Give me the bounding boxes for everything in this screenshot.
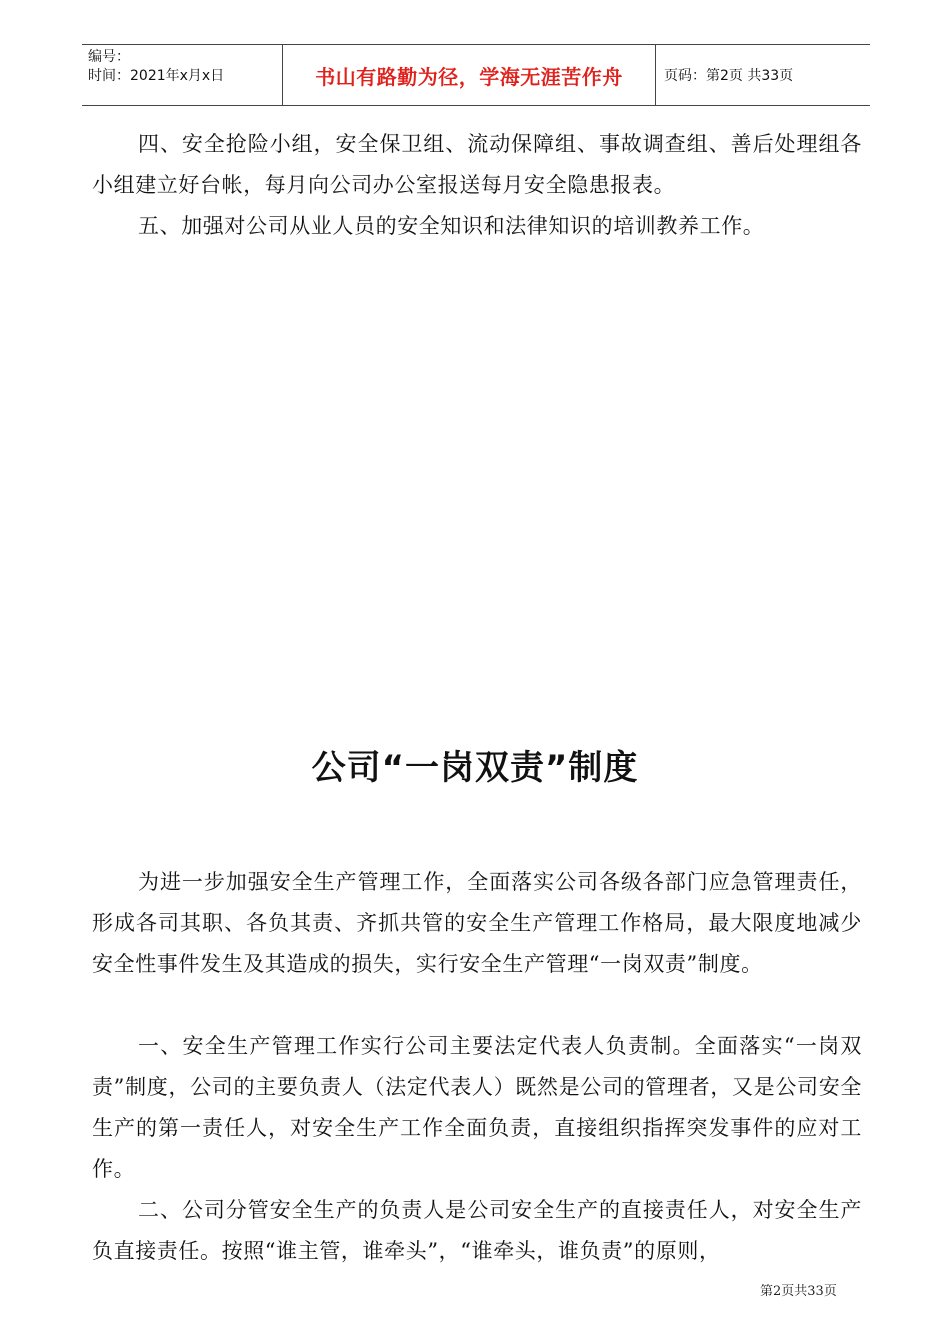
paragraph-two: 二、公司分管安全生产的负责人是公司安全生产的直接责任人，对安全生产负直接责任。按照“谁主管，谁牵头”，“谁牵头，谁负责”的原则， xyxy=(92,1198,862,1263)
intro-paragraph: 为进一步加强安全生产管理工作，全面落实公司各级各部门应急管理责任，形成各司其职、各负其责、齐抓共管的安全生产管理工作格局，最大限度地减少安全性事件发生及其造成的损失，实行安全生产管理“一岗双责”制度。 xyxy=(92,870,862,976)
page-header xyxy=(82,44,870,106)
header-meta xyxy=(82,45,282,105)
footer-page-number: 第2页共33页 xyxy=(760,1284,837,1299)
date-label: 时间：2021年x月x日 xyxy=(88,68,225,84)
paragraph-four: 四、安全抢险小组，安全保卫组、流动保障组、事故调查组、善后处理组各小组建立好台帐，每月向公司办公室报送每月安全隐患报表。 xyxy=(92,132,862,197)
section-title: 公司“一岗双责”制度 xyxy=(311,748,639,788)
paragraph-five: 五、加强对公司从业人员的安全知识和法律知识的培训教养工作。 xyxy=(138,214,765,238)
serial-label: 编号： xyxy=(88,49,130,65)
paragraph-one: 一、安全生产管理工作实行公司主要法定代表人负责制。全面落实“一岗双责”制度，公司的主要负责人（法定代表人）既然是公司的管理者，又是公司安全生产的第一责任人，对安全生产工作全面负责，直接组织指挥突发事件的应对工作。 xyxy=(92,1034,862,1181)
header-motto: 书山有路勤为径，学海无涯苦作舟 xyxy=(282,45,656,105)
header-page-info: 页码：第2页 共33页 xyxy=(664,68,794,84)
